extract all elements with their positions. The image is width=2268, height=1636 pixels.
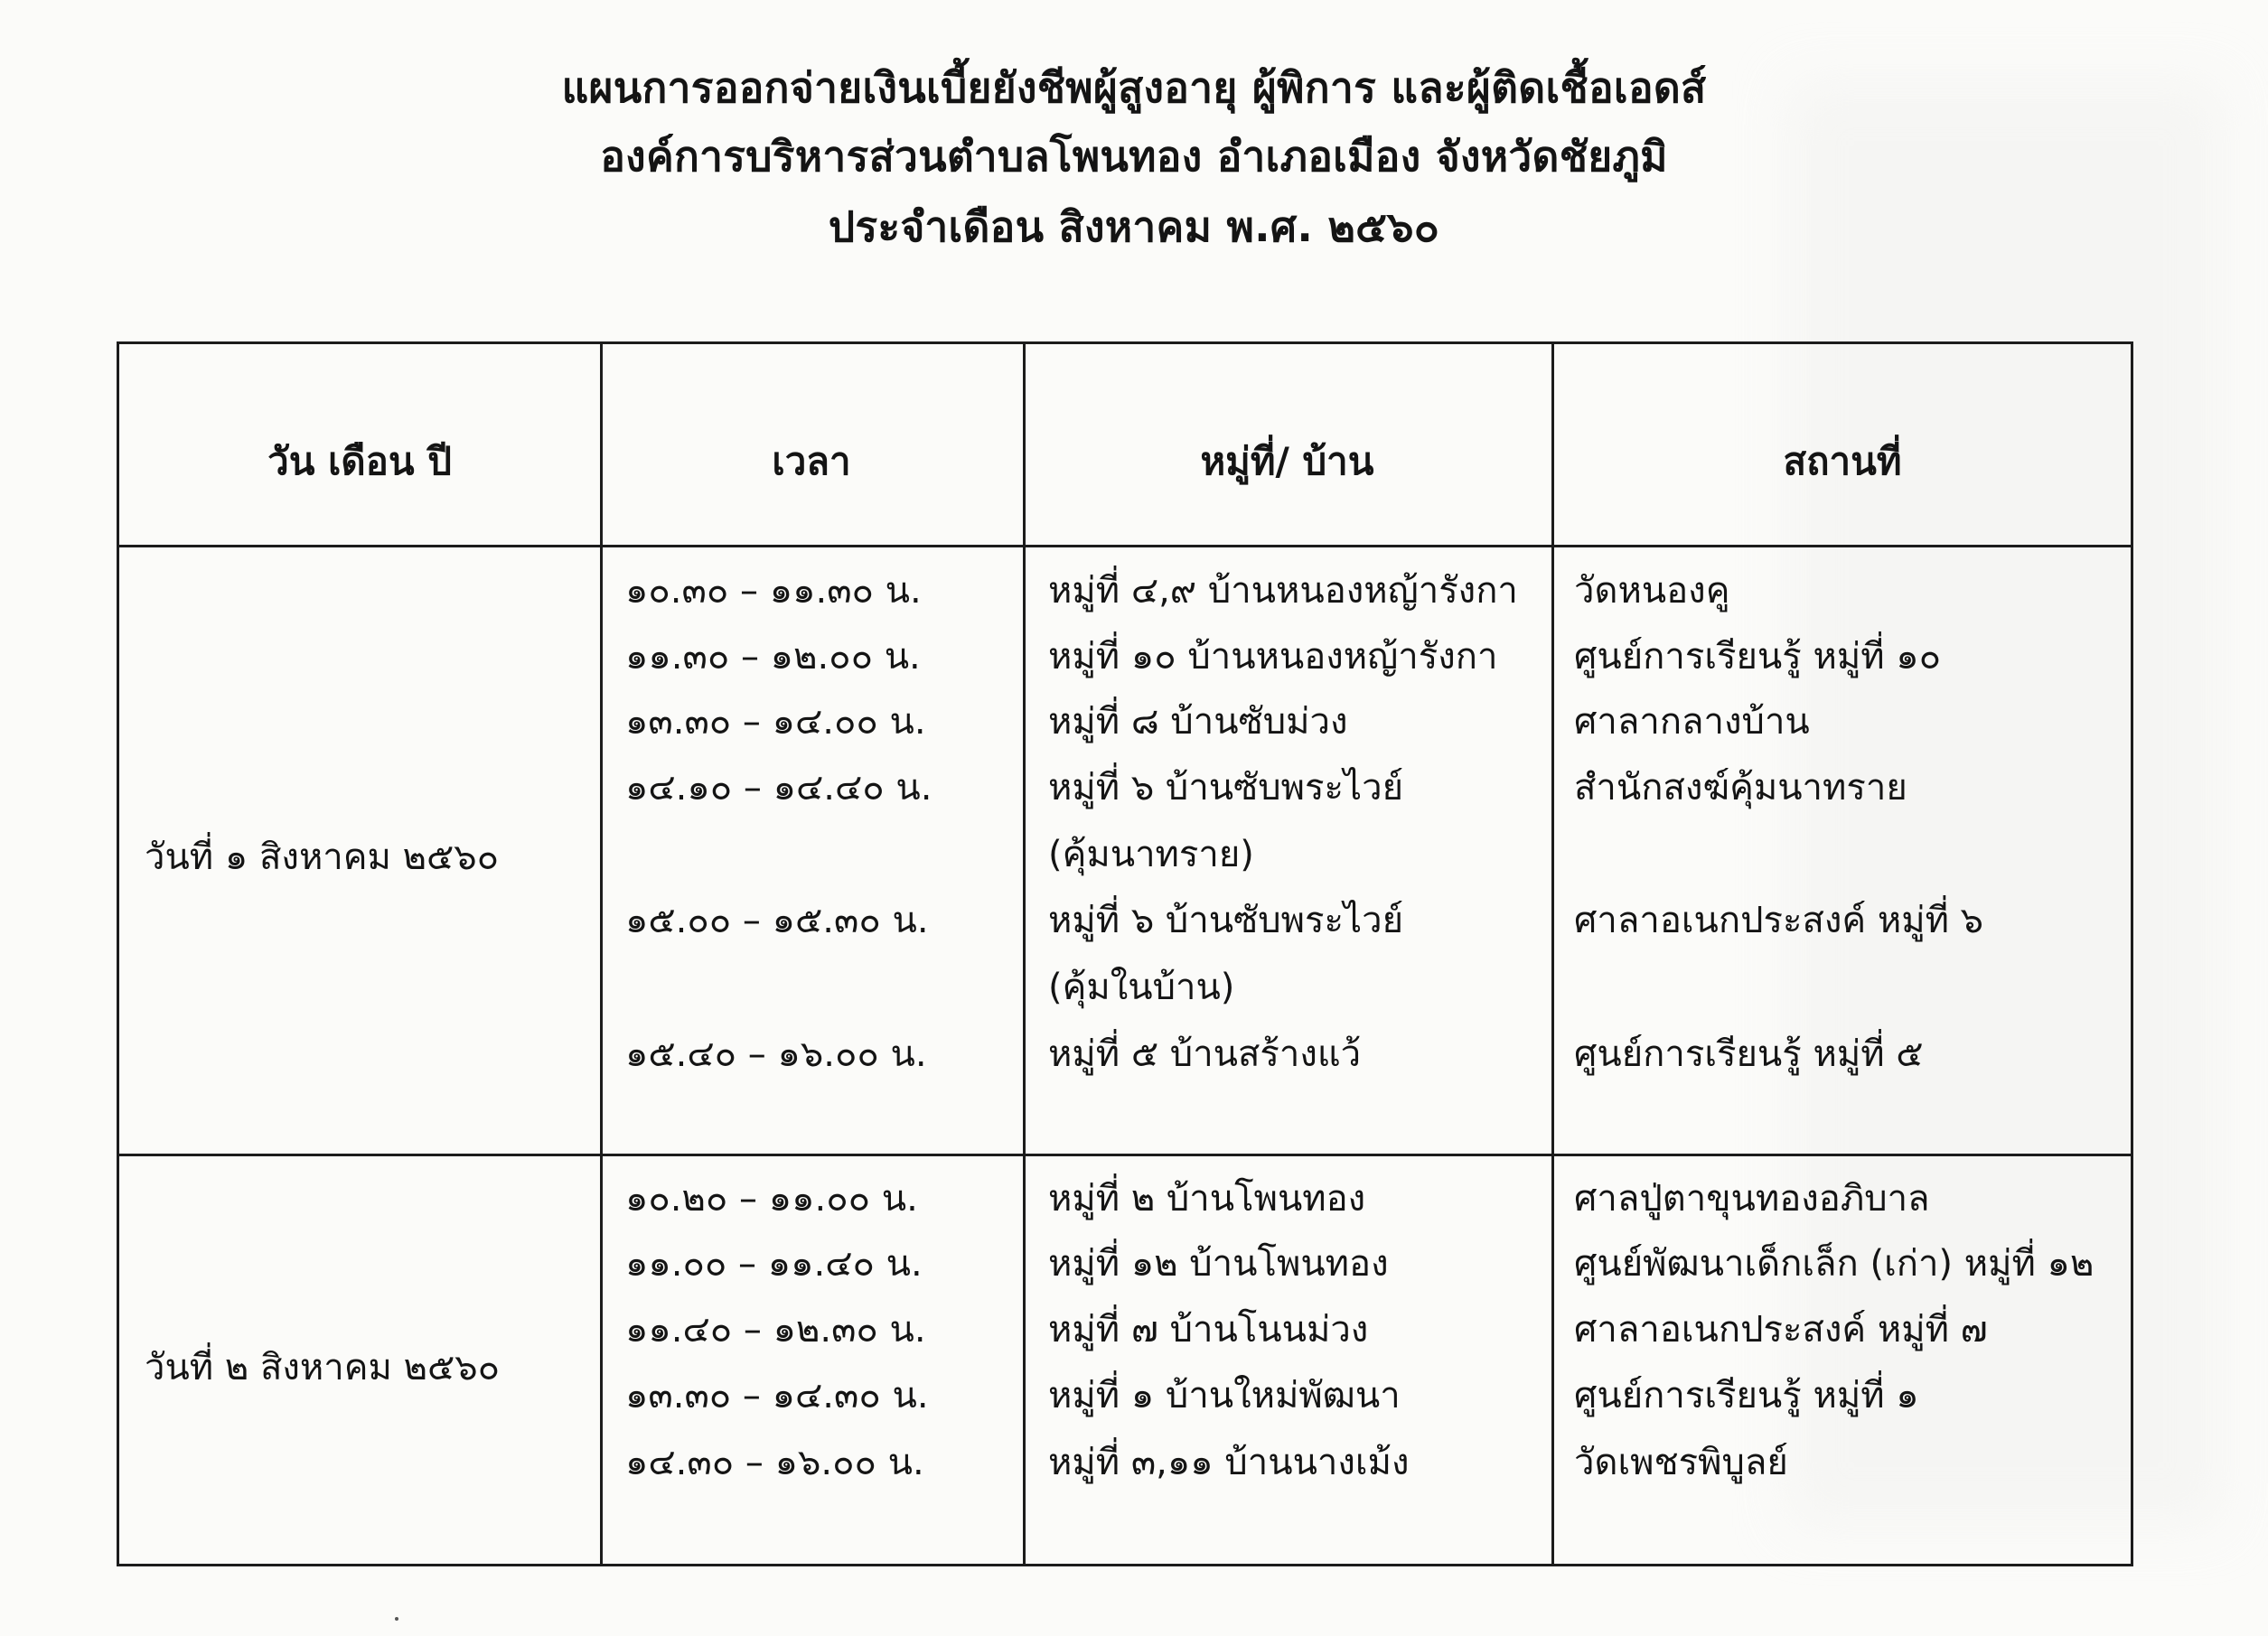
place-cell: วัดหนองคู [1574,570,1730,612]
village-cell [1048,762,1403,880]
village-cell: หมู่ที่ ๒ บ้านโพนทอง [1048,1178,1366,1220]
village-subarea: (คุ้มนาทราย) [1048,834,1254,875]
time-cell: ๑๕.๔๐ – ๑๖.๐๐ น. [625,1033,927,1075]
time-cell: ๑๑.๔๐ – ๑๒.๓๐ น. [625,1309,926,1351]
village-cell: หมู่ที่ ๓,๑๑ บ้านนางเม้ง [1048,1442,1410,1483]
scan-speck [395,1617,398,1621]
time-cell: ๑๕.๐๐ – ๑๕.๓๐ น. [625,900,929,941]
time-cell: ๑๓.๓๐ – ๑๔.๓๐ น. [625,1375,929,1416]
village-name: หมู่ที่ ๖ บ้านซับพระไวย์ [1048,767,1404,809]
group-date: วันที่ ๑ สิงหาคม ๒๕๖๐ [145,837,500,878]
village-cell: หมู่ที่ ๑๒ บ้านโพนทอง [1048,1243,1389,1285]
column-divider [1023,344,1026,1564]
header-row-divider [119,545,2131,547]
header-village: หมู่ที่/ บ้าน [1200,439,1374,483]
place-cell: ศาลาอเนกประสงค์ หมู่ที่ ๖ [1574,900,1984,941]
time-cell: ๑๑.๓๐ – ๑๒.๐๐ น. [625,636,921,678]
place-cell: ศูนย์พัฒนาเด็กเล็ก (เก่า) หมู่ที่ ๑๒ [1574,1243,2095,1285]
header-place: สถานที่ [1783,439,1902,483]
column-divider [600,344,603,1564]
document-title-line3: ประจำเดือน สิงหาคม พ.ศ. ๒๕๖๐ [828,202,1440,251]
village-name: หมู่ที่ ๖ บ้านซับพระไวย์ [1048,900,1404,941]
group-date: วันที่ ๒ สิงหาคม ๒๕๖๐ [145,1347,501,1388]
document-title-line1: แผนการออกจ่ายเงินเบี้ยยังชีพผู้สูงอายุ ผู้พิการ และผู้ติดเชื้อเอดส์ [561,63,1707,112]
group-row-divider [119,1154,2131,1156]
place-cell: สำนักสงฆ์คุ้มนาทราย [1574,767,1907,809]
header-time: เวลา [772,439,851,483]
time-cell: ๑๓.๓๐ – ๑๔.๐๐ น. [625,701,926,743]
village-cell: หมู่ที่ ๔,๙ บ้านหนองหญ้ารังกา [1048,570,1518,612]
village-cell: หมู่ที่ ๘ บ้านซับม่วง [1048,701,1348,743]
village-cell [1048,895,1403,1013]
header-date: วัน เดือน ปี [267,439,452,483]
time-cell: ๑๐.๓๐ – ๑๑.๓๐ น. [625,570,922,612]
village-cell: หมู่ที่ ๗ บ้านโนนม่วง [1048,1309,1369,1351]
time-cell: ๑๐.๒๐ – ๑๑.๐๐ น. [625,1178,918,1220]
schedule-table [117,341,2133,1566]
village-cell: หมู่ที่ ๑๐ บ้านหนองหญ้ารังกา [1048,636,1498,678]
place-cell: ศาลาอเนกประสงค์ หมู่ที่ ๗ [1574,1309,1988,1351]
village-cell: หมู่ที่ ๕ บ้านสร้างแว้ [1048,1033,1362,1075]
place-cell: วัดเพชรพิบูลย์ [1574,1442,1788,1483]
place-cell: ศูนย์การเรียนรู้ หมู่ที่ ๑๐ [1574,636,1942,678]
time-cell: ๑๑.๐๐ – ๑๑.๔๐ น. [625,1243,923,1285]
time-cell: ๑๔.๑๐ – ๑๔.๔๐ น. [625,767,933,809]
place-cell: ศาลปู่ตาขุนทองอภิบาล [1574,1178,1930,1220]
village-cell: หมู่ที่ ๑ บ้านใหม่พัฒนา [1048,1375,1401,1416]
time-cell: ๑๔.๓๐ – ๑๖.๐๐ น. [625,1442,924,1483]
place-cell: ศูนย์การเรียนรู้ หมู่ที่ ๕ [1574,1033,1924,1075]
column-divider [1551,344,1554,1564]
place-cell: ศูนย์การเรียนรู้ หมู่ที่ ๑ [1574,1375,1919,1416]
place-cell: ศาลากลางบ้าน [1574,701,1810,743]
village-subarea: (คุ้มในบ้าน) [1048,967,1235,1008]
document-title-line2: องค์การบริหารส่วนตำบลโพนทอง อำเภอเมือง จังหวัดชัยภูมิ [600,132,1668,181]
